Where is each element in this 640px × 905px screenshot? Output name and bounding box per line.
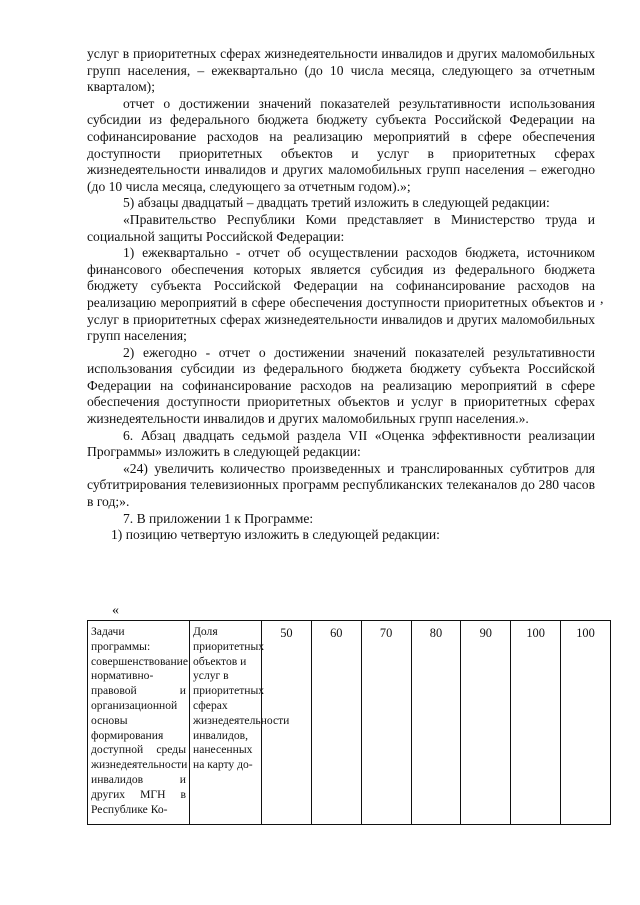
- value-cell: 70: [361, 621, 411, 825]
- paragraph: 7. В приложении 1 к Программе:: [123, 510, 314, 526]
- value-cell: 100: [561, 621, 611, 825]
- value-cell: 80: [411, 621, 461, 825]
- indicator-cell: Доля приоритетных объектов и услуг в приоритетных сферах жизнедеятельности инвалидов, нанесенных на карту до-: [190, 621, 262, 825]
- paragraph: услуг в приоритетных сферах жизнедеятельности инвалидов и других маломобильных групп населения, – ежеквартально (до 10 числа месяца, следующего за отчетным кварталом);: [87, 46, 595, 95]
- opening-quote: «: [112, 603, 119, 618]
- paragraph: 2) ежегодно - отчет о достижении значений показателей результативности использования субсидии из федерального бюджета бюджету субъекта Российской Федерации на софинансирование расходов на реализацию мероприятий в сфере обеспечения доступности приоритетных объектов и услуг в приоритетных сферах жизнедеятельности инвалидов и других маломобильных групп населения.».: [87, 344, 595, 427]
- document-body: [87, 46, 595, 544]
- value-cell: 100: [511, 621, 561, 825]
- paragraph: 5) абзацы двадцатый – двадцать третий изложить в следующей редакции:: [123, 195, 550, 211]
- stray-mark: ,: [600, 292, 604, 307]
- task-cell: Задачи программы: совершенствование нормативно-правовой и организационной основы формирования доступной среды жизнедеятельности инвалидов и других МГН в Республике Ко-: [88, 621, 190, 825]
- value-cell: 90: [461, 621, 511, 825]
- paragraph: «24) увеличить количество произведенных и транслированных субтитров для субтитрирования телевизионных программ республиканских телеканалов до 280 часов в год;».: [87, 460, 595, 510]
- value-cell: 60: [311, 621, 361, 825]
- paragraph: отчет о достижении значений показателей результативности использования субсидии из федерального бюджета бюджету субъекта Российской Федерации на софинансирование расходов на реализацию мероприятий в сфере обеспечения доступности приоритетных объектов и услуг в приоритетных сферах жизнедеятельности инвалидов и других маломобильных групп населения – ежегодно (до 10 числа месяца, следующего за отчетным годом).»;: [87, 95, 595, 194]
- paragraph: 1) позицию четвертую изложить в следующей редакции:: [111, 527, 440, 543]
- table-row: [88, 621, 611, 825]
- program-indicators-table: [87, 620, 611, 825]
- value-cell: 50: [262, 621, 312, 825]
- paragraph: «Правительство Республики Коми представляет в Министерство труда и социальной защиты Российской Федерации:: [87, 211, 595, 244]
- paragraph: 6. Абзац двадцать седьмой раздела VII «Оценка эффективности реализации Программы» изложить в следующей редакции:: [87, 427, 595, 460]
- paragraph: 1) ежеквартально - отчет об осуществлении расходов бюджета, источником финансового обеспечения которых является субсидия из федерального бюджета бюджету субъекта Российской Федерации на софинансирование расходов на реализацию мероприятий в сфере обеспечения доступности приоритетных объектов и услуг в приоритетных сферах жизнедеятельности инвалидов и других маломобильных групп населения;: [87, 245, 595, 344]
